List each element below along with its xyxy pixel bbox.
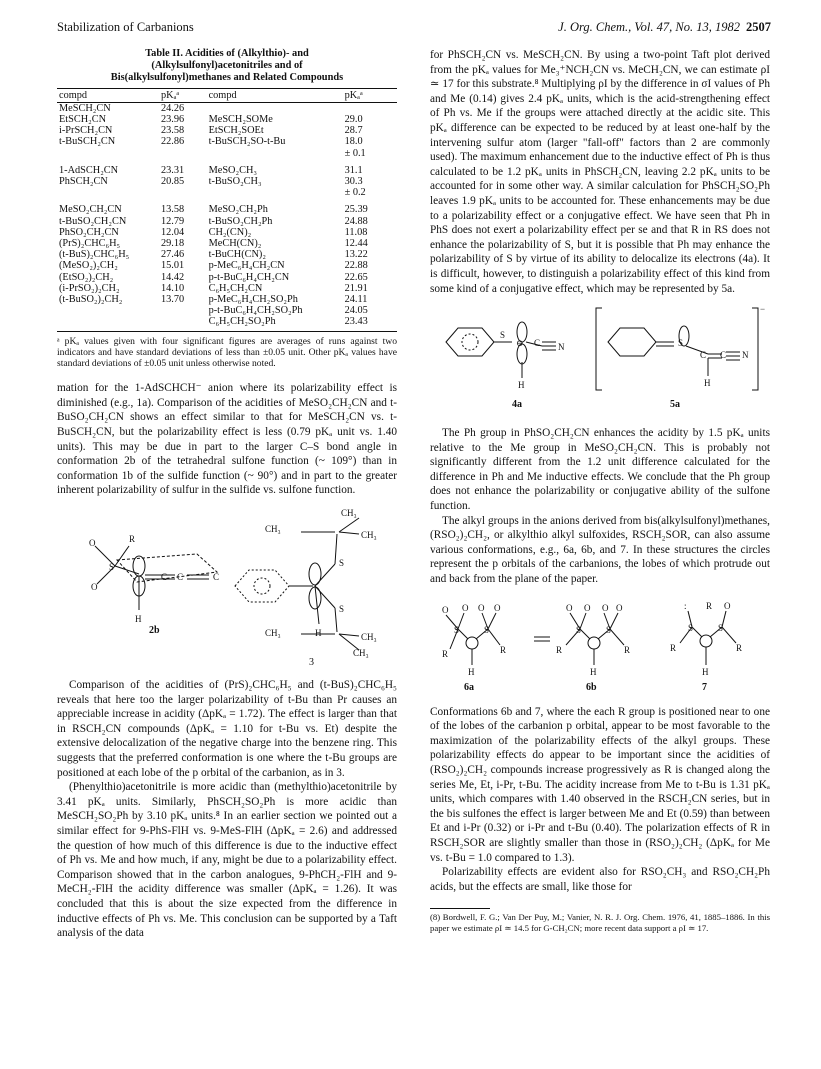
table-cell: i-PrSCH₂CN [59,125,113,137]
table-cell: MeSO₂CH₂CN [59,204,122,216]
table-cell: 12.79 [161,215,185,227]
svg-text:CH₃: CH₃ [353,648,369,659]
table-cell: (i-PrSO₂)₂CH₂ [59,282,120,294]
svg-text:N: N [742,350,749,361]
svg-text:O: O [616,602,623,613]
table-cell: 23.43 [343,316,397,331]
table-cell: 23.31 [161,164,185,176]
figure-label-7: 7 [702,681,707,693]
svg-text:S: S [678,338,684,349]
table-cell: 23.58 [161,125,185,137]
body-paragraph: mation for the 1-AdSCHCH⁻ anion where its polarizability effect is diminished (e.g., 1a). Comparison of the acidities of MeSO₂CH₂CN and t-BuSO₂CH₂CN shows an effect similar to that for MeSCH₂CN vs. t-BuSCH₂CN, but the polarizability effect is less (0.79 pKₐ unit vs. 1.40 units). This may be due in part to the larger C–S bond angle in conformation 2b of the tetrahedral sulfone function (~ 109°) than in conformation 1b of the sulfide function (~ 90°) and in part to the greater inherent polarizability of sulfur in the sulfide vs. sulfone function. [57,382,397,497]
body-paragraph: Conformations 6b and 7, where the each R group is positioned near to one of the lobes of the carbanion p orbital, appear to be most favorable to the maximization of the polarizability effects of the alkyl groups. These polarizability effects do appear to be important since the acidities of (RSO₂)₂CH₂ compounds increase progressively as R is changed along the series Me, Et, i-Pr, t-Bu. The acidity increase from Me to t-Bu is 1.31 pKₐ units, which compares with 1.40 observed in the RSCH₂CN series, but in the bis sulfones the effect is larger between Me and Et (0.59) than between Et and i-Pr (0.32) or i-Pr and t-Bu (0.40). The polarization effects of R in RSCH₂SOR are slightly smaller than those in (RSO₂)₂CH₂ (ΔpKₐ for Me vs. t-Bu = 1.0 compared to 1.3). [430,705,770,864]
table-cell: PhSO₂CH₂CN [59,226,119,238]
table-row [57,136,397,147]
svg-text:O: O [494,602,501,613]
footnote-divider [430,908,490,909]
table-cell: 11.08 [344,226,368,238]
svg-text:S: S [500,330,506,341]
table-cell [159,316,207,331]
svg-text:S: S [339,604,345,615]
table-row [57,114,397,125]
svg-text:S: S [576,624,582,635]
table-cell: EtSCH₂CN [59,114,107,126]
svg-text:C: C [213,572,220,583]
table-cell [159,305,207,316]
table-cell: 23.96 [161,114,185,126]
table-row [57,283,397,294]
table-cell: 21.91 [344,282,368,294]
figure-label-4a: 4a [512,399,522,411]
table-cell: C₆H₅CH₂CN [208,282,263,294]
running-head-journal [558,20,771,35]
svg-text:R: R [706,600,713,611]
table-cell: t-BuSO₂CH₃ [208,176,262,188]
table-cell: (MeSO₂)₂CH₂ [59,260,118,272]
table-cell: (t-BuS)₂CHC₆H₅ [59,249,130,261]
table-cell: MeSCH₂CN [59,102,111,114]
table-cell: 20.85 [161,176,185,188]
table-cell: 12.04 [161,226,185,238]
table-cell: p-MeC₆H₄CH₂CN [208,260,285,272]
table-cell: ± 0.1 [344,147,366,159]
journal-citation: J. Org. Chem., Vol. 47, No. 13, 1982 [558,20,740,34]
table-cell: t-BuSCH₂SO-t-Bu [208,136,286,148]
table-cell [57,148,159,159]
table-cell [159,187,207,198]
table-cell: p-t-BuC₆H₄CH₂SO₂Ph [208,305,303,317]
table-cell: (t-BuSO₂)₂CH₂ [59,294,123,306]
table-row [57,102,397,114]
svg-text:O: O [462,602,469,613]
table-cell: 15.01 [161,260,185,272]
structures-2b-3 [57,504,397,674]
header-compd-1: compd [57,88,159,102]
figure-label-3: 3 [309,657,314,669]
svg-text:O: O [478,602,485,613]
table-cell: 18.0 [344,136,363,148]
table-row [57,305,397,316]
svg-text:R: R [736,642,743,653]
svg-text:S: S [339,558,345,569]
svg-text:O: O [442,604,449,615]
table-cell: EtSCH₂SOEt [208,125,264,137]
table-cell [343,102,397,114]
table-cell: (EtSO₂)₂CH₂ [59,271,114,283]
body-paragraph: for PhSCH₂CN vs. MeSCH₂CN. By using a two-point Taft plot derived from the pKₐ values for Me₃⁺NCH₂CN vs. MeCH₂CN, we can estimate ρI ≃ 17 for this substrate.⁸ Multiplying ρI by the difference in σI values of Ph and Me (0.14) gives 2.4 pKₐ units, which is the acid-strengthening effect of Ph vs. Me if the groups were attached directly at the acidic site. This pKₐ difference can be expected to be reduced by at least one-half by the intervening sulfur atom (larger "fall-off" factors than 2 are commonly used). The maximum enhancement due to the inductive effect of Ph is thus calculated to be 1.2 pKₐ units in PhSCH₂CN, leaving 2.2 pKₐ units to be accounted for in some other way. A similar calculation for PhSCH₂SO₂Ph leaves 1.9 pKₐ units to be accounted for. These enhancements may be due to a polarizability effect or a conjugative effect. We have seen that Ph in PhS does not exert a polarizability effect per se and that R in RS does not enhance the polarizability of S, but it is possible that Ph may enhance the polarizability of S by virtue of its ability to delocalize its electrons (4a). It is difficult, however, to distinguish a polarizability effect of this kind from some kind of a conjugative effect, which may be represented by 5a. [430,49,770,295]
table-cell: MeSO₂CH₂Ph [208,204,268,216]
svg-text:S: S [606,624,612,635]
table-cell: ± 0.2 [344,187,366,199]
svg-text:C: C [534,338,541,349]
table-header-row [57,88,397,102]
table-row [57,148,397,159]
svg-text:S: S [718,622,724,633]
svg-text:R: R [556,644,563,655]
svg-text:CH₃: CH₃ [265,524,281,535]
header-pka-2: pKₐᵃ [343,88,397,102]
structure-diagram-6a-6b-7 [430,593,770,699]
table-cell: C₆H₅CH₂SO₂Ph [207,316,343,331]
page-number: 2507 [746,20,771,34]
table-cell: 24.88 [344,215,368,227]
svg-text:O: O [91,582,98,593]
svg-text::: : [684,600,687,611]
svg-text:S: S [109,562,115,573]
table-cell [159,148,207,159]
table-cell: 1-AdSCH₂CN [59,164,119,176]
svg-text:CH₃: CH₃ [341,508,357,519]
svg-text:O: O [566,602,573,613]
table-row [57,125,397,136]
header-pka-1: pKₐᵃ [159,88,207,102]
structures-4a-5a [430,302,770,420]
svg-text:O: O [584,602,591,613]
svg-text:N: N [558,342,565,353]
table-cell: 29.0 [344,114,363,126]
body-paragraph: Comparison of the acidities of (PrS)₂CHC₆H₅ and (t-BuS)₂CHC₆H₅ reveals that here too the larger polarizability of t-Bu than Pr causes an appreciable increase in acidity (ΔpKₐ = 1.72). The effect is larger than that in RSCH₂CN compounds (ΔpKₐ = 1.10 for t-Bu vs. Et) despite the extensive delocalization of the negative charge into the benzene ring. This suggests that the preferred conformation is one where the t-Bu groups are positioned at each lobe of the p orbital of the carbanion, as in 3. [57,679,397,779]
table-row [57,238,397,249]
svg-text:H: H [590,666,597,677]
header-compd-2: compd [207,88,343,102]
table-cell: 14.10 [161,282,185,294]
table-row [57,187,397,198]
svg-text:CH₃: CH₃ [361,530,377,541]
table-cell: MeSCH₂SOMe [208,114,273,126]
table-cell: t-BuSO₂CH₂CN [59,215,127,227]
figure-label-6b: 6b [586,681,597,693]
svg-text:R: R [442,648,449,659]
table-row [57,294,397,305]
svg-text:H: H [315,628,322,639]
reference-footnote: (8) Bordwell, F. G.; Van Der Puy, M.; Vanier, N. R. J. Org. Chem. 1976, 41, 1885–1886. In this paper we estimate ρI ≃ 14.5 for G-CH₂CN; more recent data support a ρI ≃ 17. [430,912,770,933]
table-cell: 29.18 [161,238,185,250]
table-row [57,249,397,260]
table-cell: 13.70 [161,294,185,306]
svg-text:R: R [670,642,677,653]
figure-label-2b: 2b [149,625,160,637]
table-cell: MeSO₂CH₃ [208,164,257,176]
table-cell: t-BuSCH₂CN [59,136,116,148]
svg-text:C: C [720,350,727,361]
table-title-line-1: Table II. Acidities of (Alkylthio)- and [145,48,309,59]
structure-diagram-2b-3 [57,504,397,674]
svg-text:O: O [724,600,731,611]
table-cell: t-BuSO₂CH₂Ph [208,215,273,227]
right-column [430,48,770,934]
table-cell: 31.1 [344,164,363,176]
body-paragraph: The Ph group in PhSO₂CH₂CN enhances the acidity by 1.5 pKₐ units relative to the Me group in MeSO₂CH₂CN. This is probably not significantly different from the 1.2 unit difference calculated for the difference in Ph and Me inductive effects. We conclude that the Ph group does not enhance the polarizability or conjugative ability of the sulfone function. [430,427,770,513]
table-cell: 22.86 [161,136,185,148]
table-cell: 28.7 [344,125,363,137]
svg-text:H: H [518,380,525,391]
svg-text:CH₃: CH₃ [361,632,377,643]
svg-text:R: R [129,534,136,545]
svg-text:C: C [161,572,168,583]
table-title-line-3: Bis(alkylsulfonyl)methanes and Related Compounds [110,72,344,84]
svg-text:R: R [624,644,631,655]
body-paragraph: The alkyl groups in the anions derived from bis(alkylsulfonyl)methanes, (RSO₂)₂CH₂, or alkylthio alkyl sulfoxides, RSCH₂SOR, can also assume various conformations, e.g., 6a, 6b, and 7. In these structures the circles represent the p orbitals of the carbanions, the lobes of which protrude out and back from the plane of the paper. [430,514,770,586]
table-cell: 22.88 [344,260,368,272]
table-cell: p-t-BuC₆H₄CH₂CN [208,271,290,283]
table-cell: 13.58 [161,204,185,216]
table-row [57,198,397,215]
structures-6a-6b-7 [430,593,770,699]
table-row [57,159,397,176]
svg-text:H: H [135,614,142,625]
figure-label-6a: 6a [464,681,474,693]
table-cell [207,187,343,198]
svg-text:S: S [454,624,460,635]
body-paragraph: (Phenylthio)acetonitrile is more acidic than (methylthio)acetonitrile by 3.41 pKₐ units. Similarly, PhSCH₂SO₂Ph is more acidic than MeSCH₂SO₂Ph by 3.10 pKₐ units.⁸ In an earlier section we pointed out a similar effect for 9-PhS-FlH vs. 9-MeS-FlH (ΔpKₐ = 2.6) and addressed the question of how much of this difference is due to the inductive effect of Ph vs. Me and how much, if any, might be due to a polarizability effect. Comparison showed that in the carbon analogues, 9-PhCH₂-FlH and 9-MeCH₂-FlH the acidity difference was smaller (ΔpKₐ = 1.26). It was concluded that this is about the size expected from the difference in inductive effects of Ph vs. Me. This conclusion can be supported by a Taft analysis of the data [57,781,397,940]
svg-text:H: H [704,378,711,389]
table-cell [57,187,159,198]
table-cell: CH₂(CN)₂ [208,226,252,238]
svg-text:H: H [702,666,709,677]
svg-text:S: S [484,624,490,635]
table-cell [207,148,343,159]
table-cell: MeCH(CN)₂ [208,238,262,250]
left-column [57,48,397,941]
table-row [57,176,397,187]
figure-label-5a: 5a [670,399,680,411]
structure-diagram-4a-5a [430,302,770,420]
table-cell: 12.44 [344,238,368,250]
table-cell: 13.22 [344,249,368,261]
table-cell: (PrS)₂CHC₆H₅ [59,238,121,250]
table-cell [207,102,343,114]
table-title-line-2: (Alkylsulfonyl)acetonitriles and of [151,60,303,72]
running-head [57,20,771,38]
table-title [61,48,393,85]
table-cell: 30.3 [344,176,363,188]
table-cell: 14.42 [161,271,185,283]
table-row [57,216,397,227]
table-cell: 24.11 [344,294,368,306]
svg-text:H: H [468,666,475,677]
table-cell: 24.26 [161,102,185,114]
svg-text:S: S [688,622,694,633]
table-footnote: ᵃ pKₐ values given with four significant figures are averages of runs against two indicators and have standard deviations of less than ±0.05 unit. Other pKₐ values have standard deviations of ±0.05 unit unless otherwise noted. [57,335,397,370]
svg-text:O: O [89,538,96,549]
table-row [57,260,397,271]
svg-text:C: C [700,350,707,361]
table-cell: 25.39 [344,204,368,216]
svg-text:−: − [760,304,766,315]
body-paragraph: Polarizability effects are evident also for RSO₂CH₃ and RSO₂CH₂Ph acids, but the effects are small, like those for [430,866,770,893]
acidity-table [57,88,397,332]
svg-text:R: R [500,644,507,655]
table-row [57,272,397,283]
svg-text:O: O [602,602,609,613]
svg-text:CH₃: CH₃ [265,628,281,639]
svg-text:C: C [177,572,184,583]
table-cell: PhSCH₂CN [59,176,108,188]
table-cell: t-BuCH(CN)₂ [208,249,266,261]
table-cell [57,316,159,331]
table-row [57,227,397,238]
table-cell: 22.65 [344,271,368,283]
svg-text:⊖: ⊖ [516,338,524,349]
table-cell [57,305,159,316]
table-cell: p-MeC₆H₄CH₂SO₂Ph [208,294,298,306]
running-head-title: Stabilization of Carbanions [57,20,194,34]
table-cell: 24.05 [344,305,368,317]
table-row [57,316,397,331]
table-cell: 27.46 [161,249,185,261]
